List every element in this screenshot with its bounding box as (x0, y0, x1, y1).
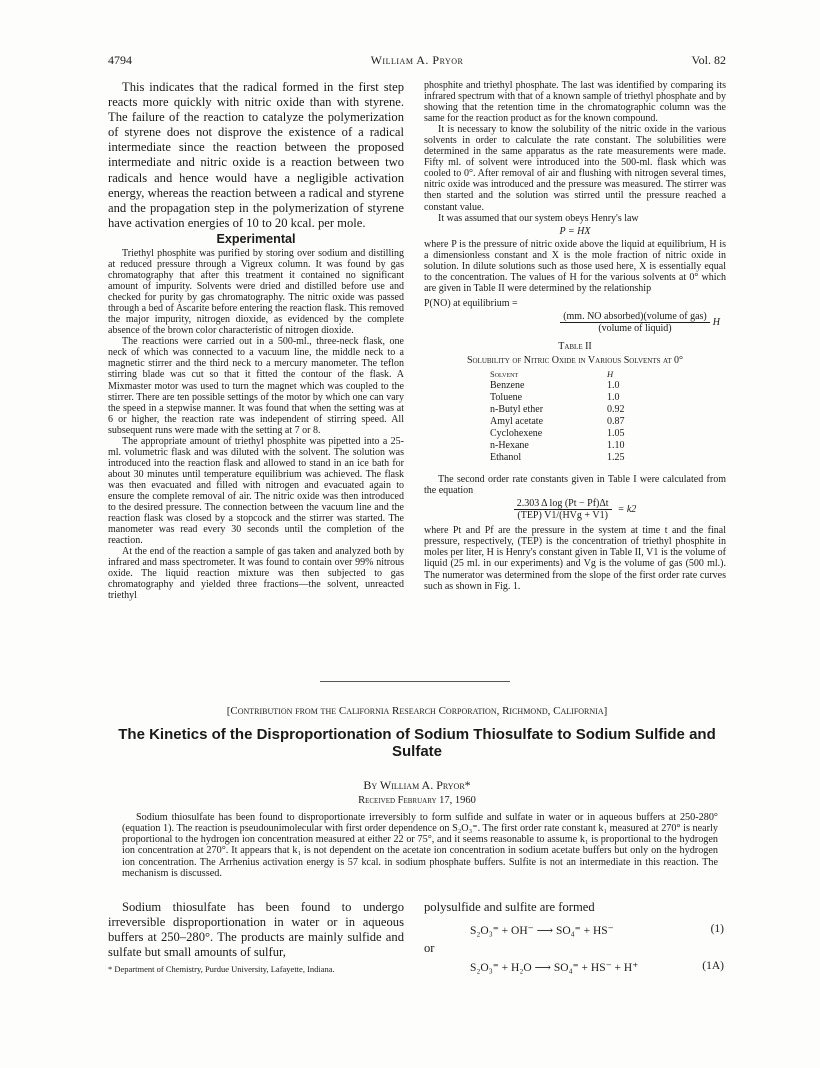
table-cell: 1.0 (607, 380, 620, 392)
page-header (108, 53, 726, 69)
k2-numerator: 2.303 Δ log (Pt − Pf)Δt (514, 498, 612, 510)
table-cell: 0.87 (607, 416, 625, 428)
section-divider (320, 681, 510, 682)
henry-equation: P = HX (559, 225, 591, 237)
left-column (108, 80, 404, 601)
paragraph: Triethyl phosphite was purified by storing over sodium and distilling at reduced pressure through a Vigreux column. It was found by gas chromatography that after this treatment it contained no significant amount of impurity. Solvents were dried and distilled before use and checked for purity by gas chromatography. The nitric oxide was passed through a bed of Ascarite before entering the reaction flask. This removed the major impurity, nitrogen dioxide, as evidenced by the complete absence of the brown color characteristic of nitrogen dioxide. (108, 247, 404, 337)
k2-fraction (514, 498, 612, 521)
table-caption: Solubility of Nitric Oxide in Various Solvents at 0° (466, 355, 684, 367)
paragraph: The reactions were carried out in a 500-ml., three-neck flask, one neck of which was connected to a vacuum line, the middle neck to a magnetic stirrer and the third neck to a mercury manometer. The teflon stirring blade was cut so that it fitted the contour of the flask. A Mixmaster motor was used to turn the magnet which was coupled to the stirrer. There are ten possible settings of the motor by which one can vary the speed in a stepwise manner. It was found that when the setting was at 6 or higher, the reaction rate was independent of stirring speed. All subsequent runs were made with the setting at 7 or 8. (108, 336, 404, 436)
table-cell: n-Hexane (490, 440, 529, 452)
body-paragraph: Sodium thiosulfate has been found to undergo irreversible disproportionation in water or in aqueous buffers at 250–280°. The products are mainly sulfide and sulfate but small amounts of sulfur, (108, 900, 404, 960)
k2-denominator: (TEP) V1/(HVg + V1) (517, 510, 608, 522)
paragraph: At the end of the reaction a sample of gas taken and analyzed both by infrared and mass spectrometer. It was found to contain over 99% nitrous oxide. The liquid reaction mixture was then subjected to gas chromatography and yielded three fractions—the solvent, unreacted triethyl (108, 546, 404, 602)
volume-label: Vol. 82 (691, 53, 726, 67)
or-text: or (424, 941, 435, 956)
received-date: Received February 17, 1960 (358, 795, 476, 806)
table-row (486, 440, 629, 452)
reaction-1a-number: (1A) (702, 960, 724, 973)
intro-paragraph: This indicates that the radical formed in the first step reacts more quickly with nitric oxide than with styrene. The failure of the reaction to catalyze the polymerization of styrene does not disprove the existence of a radical intermediate since the reaction between the proposed intermediate and nitric oxide is a reaction between two radicals and hence would have a negligible activation energy, whereas the reaction between a radical and styrene and the propagation step in the polymerization of styrene have activation energies of 10 to 20 kcal. per mole. (108, 80, 404, 230)
reaction-1a (424, 960, 726, 976)
k2-rhs: = k2 (617, 504, 637, 516)
pno-label: P(NO) at equilibrium = (424, 297, 518, 309)
reaction-1-expr: S₂O₃⁼ + OH⁻ ⟶ SO₄⁼ + HS⁻ (470, 925, 614, 938)
section-heading: Experimental (216, 231, 296, 246)
table-cell: n-Butyl ether (490, 404, 544, 416)
table-header-h: H (607, 369, 614, 380)
table-row (486, 452, 629, 464)
pno-equation (424, 298, 726, 334)
table-cell: 1.25 (607, 452, 625, 464)
solubility-table (486, 368, 629, 464)
table-row (486, 404, 629, 416)
table-cell: 1.05 (607, 428, 625, 440)
pno-numerator: (mm. NO absorbed)(volume of gas) (560, 311, 710, 323)
paragraph: The appropriate amount of triethyl phosphite was pipetted into a 25-ml. volumetric flask and was diluted with the solvent. The solution was introduced into the reaction flask and allowed to stand in an ice bath for about 30 minutes until temperature equilibrium was achieved. The flask was then evacuated and filled with nitrogen and evacuated again to ensure the complete removal of air. The nitric oxide was then introduced to the desired pressure. The connection between the vacuum line and the reaction flask was closed by a stopcock and the stirrer was started. The manometer was read every 30 seconds until the completion of the reaction. (108, 435, 404, 547)
table-header-row (486, 368, 629, 380)
table-row (486, 416, 629, 428)
paragraph: where Pt and Pf are the pressure in the system at time t and the final pressure, respectively, (TEP) is the concentration of triethyl phosphite in moles per liter, H is Henry's constant given in Table II, V1 is the volume of liquid (25 ml. in our experiments) and Vg is the volume of gas (500 ml.). The numerator was determined from the slope of the first order rate curves such as shown in Fig. 1. (424, 525, 726, 592)
reaction-1 (424, 923, 726, 939)
right-column (424, 80, 726, 592)
running-head: William A. Pryor (370, 53, 464, 67)
table-cell: Toluene (490, 392, 523, 404)
paragraph: It was assumed that our system obeys Henry's law (438, 212, 639, 224)
reaction-1-number: (1) (710, 923, 724, 936)
table-cell: Cyclohexene (490, 428, 543, 440)
paragraph: The second order rate constants given in Table I were calculated from the equation (424, 474, 726, 497)
paragraph: where P is the pressure of nitric oxide above the liquid at equilibrium, H is a dimensionless constant and X is the mole fraction of nitric oxide in solution. In dilute solutions such as those used here, X is essentially equal to the concentration. The values of H for the various solvents at 0° which are given in Table II were determined by the relationship (424, 238, 726, 294)
pno-fraction (560, 311, 710, 334)
table-cell: 1.10 (607, 440, 625, 452)
reaction-1a-expr: S₂O₃⁼ + H₂O ⟶ SO₄⁼ + HS⁻ + H⁺ (470, 962, 639, 975)
contribution-line: [Contribution from the California Research Corporation, Richmond, California] (226, 705, 608, 717)
abstract: Sodium thiosulfate has been found to disproportionate irreversibly to form sulfide and sulfate in water or in aqueous buffers at 250-280° (equation 1). The reaction is pseudounimolecular with first order dependence on S₂O₃⁼. The first order rate constant k₁ measured at 270° is nearly proportional to the hydrogen ion concentration measured at either 22 or 75°, and it seems reasonable to assume k₁ is proportional to the hydrogen ion concentration at 270°. It appears that k₁ is not dependent on the acetate ion concentration in sodium acetate buffers but only on the hydrogen ion concentration. The Arrhenius activation energy is 57 kcal. in sodium phosphate buffers. Sulfite is not an intermediate in this reaction. The mechanism is discussed. (122, 812, 718, 879)
article-title: The Kinetics of the Disproportionation of Sodium Thiosulfate to Sodium Sulfide and Sulfate (118, 726, 716, 760)
table-row (486, 428, 629, 440)
table-cell: Benzene (490, 380, 525, 392)
page-number: 4794 (108, 53, 132, 67)
table-cell: Ethanol (490, 452, 522, 464)
byline: By William A. Pryor* (363, 778, 471, 792)
footnote: * Department of Chemistry, Purdue University, Lafayette, Indiana. (108, 964, 335, 975)
paragraph: phosphite and triethyl phosphate. The last was identified by comparing its infrared spectrum with that of a known sample of triethyl phosphate and by showing that the retention time in the chromatographic column was the same for the reaction product as for the known compound. (424, 80, 726, 125)
body-paragraph: polysulfide and sulfite are formed (424, 900, 595, 914)
bottom-right-column (424, 900, 726, 976)
table-row (486, 380, 629, 392)
table-cell: 1.0 (607, 392, 620, 404)
table-cell: 0.92 (607, 404, 625, 416)
table-cell: Amyl acetate (490, 416, 544, 428)
k2-equation (424, 498, 726, 521)
pno-h: H (712, 316, 720, 328)
table-header-solvent: Solvent (490, 369, 519, 380)
pno-denominator: (volume of liquid) (598, 322, 672, 334)
bottom-left-column (108, 900, 404, 974)
table-title: Table II (558, 341, 592, 353)
table-row (486, 392, 629, 404)
paragraph: It is necessary to know the solubility of the nitric oxide in the various solvents in order to calculate the rate constant. The solubilities were determined in the same apparatus as the rate measurements were made. Fifty ml. of solvent were introduced into the 500-ml. flask which was cooled to 0°. After removal of air and flushing with nitrogen several times, nitric oxide was introduced and the pressure was measured. The stirrer was then started and the solution was stirred until the pressure reached a constant value. (424, 124, 726, 213)
